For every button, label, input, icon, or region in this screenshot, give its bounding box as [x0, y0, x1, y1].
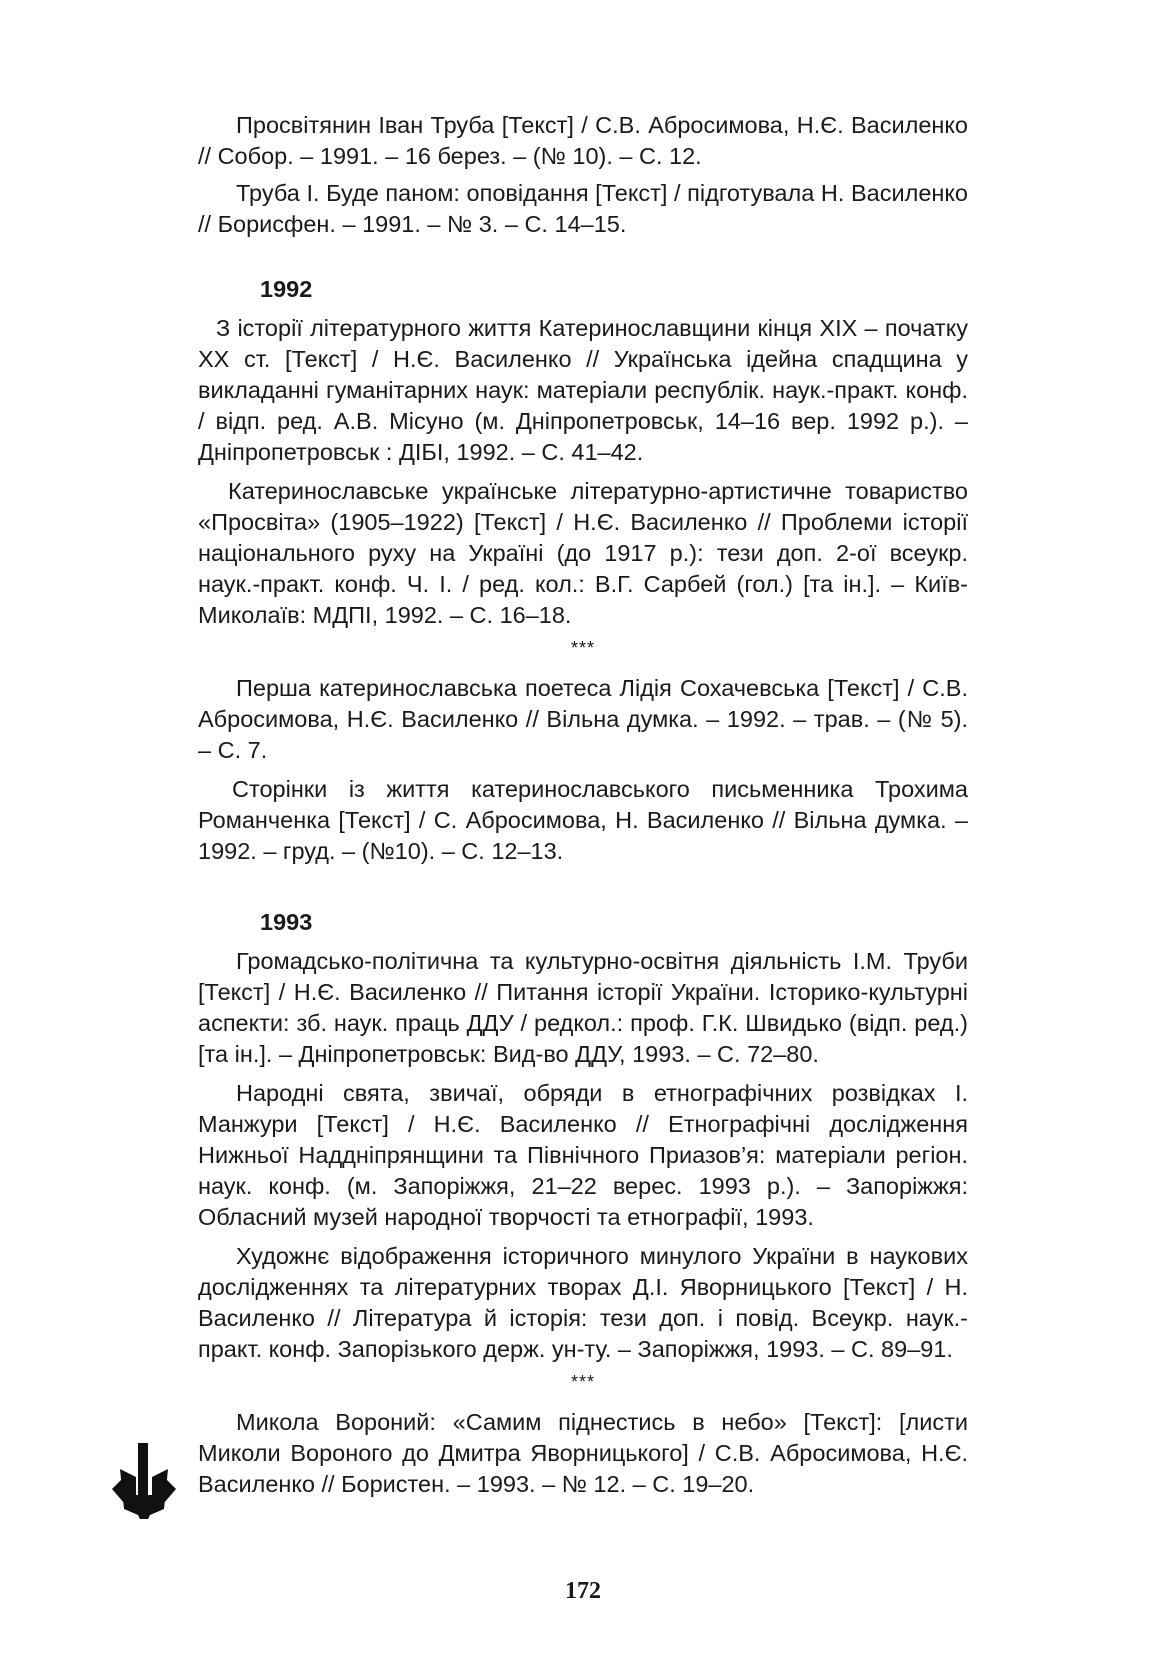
bibliography-entry: Художнє відображення історичного минулого України в наукових дослідженнях та літературних творах Д.І. Яворницького [Текст] / Н. Василенко // Література й історія: тези доп. і повід. Всеукр. наук.-практ. конф. Запорізького держ. ун-ту. – Запоріжжя, 1993. – С. 89–91. [198, 1243, 968, 1362]
bibliography-entry: Труба І. Буде паном: оповідання [Текст] / підготувала Н. Василенко // Борисфен. – 1991. – № 3. – С. 14–15. [198, 180, 968, 237]
page-number: 172 [565, 1578, 601, 1604]
year-heading-1992: 1992 [260, 276, 313, 302]
section-separator: *** [570, 638, 595, 658]
bibliography-entry: Просвітянин Іван Труба [Текст] / С.В. Абросимова, Н.Є. Василенко // Собор. – 1991. – 16 берез. – (№ 10). – С. 12. [198, 112, 968, 169]
bibliography-entry: Громадсько-політична та культурно-освітня діяльність І.М. Труби [Текст] / Н.Є. Василенко // Питання історії України. Історико-культурні аспекти: зб. наук. праць ДДУ / редкол.: проф. Г.К. Швидько (відп. ред.) [та ін.]. – Дніпропетровськ: Вид-во ДДУ, 1993. – С. 72–80. [198, 948, 968, 1067]
bibliography-entry: Катеринославське українське літературно-артистичне товариство «Просвіта» (1905–1922) [Текст] / Н.Є. Василенко // Проблеми історії національного руху на Україні (до 1917 р.): тези доп. 2-ої всеукр. наук.-практ. конф. Ч. І. / ред. кол.: В.Г. Сарбей (гол.) [та ін.]. – Київ-Миколаїв: МДПІ, 1992. – С. 16–18. [198, 478, 968, 628]
section-separator: *** [570, 1372, 595, 1392]
bibliography-entry: Перша катеринославська поетеса Лідія Сохачевська [Текст] / С.В. Абросимова, Н.Є. Василенко // Вільна думка. – 1992. – трав. – (№ 5). – С. 7. [198, 675, 968, 763]
bibliography-entry: З історії літературного життя Катеринославщини кінця ХІХ – початку ХХ ст. [Текст] / Н.Є. Василенко // Українська ідейна спадщина у викладанні гуманітарних наук: матеріали республік. наук.-практ. конф. / відп. ред. А.В. Місуно (м. Дніпропетровськ, 14–16 вер. 1992 р.). – Дніпропетровськ : ДІБІ, 1992. – С. 41–42. [198, 315, 968, 465]
bibliography-entry: Микола Вороний: «Самим піднестись в небо» [Текст]: [листи Миколи Вороного до Дмитра Яворницького] / С.В. Абросимова, Н.Є. Василенко // Бористен. – 1993. – № 12. – С. 19–20. [198, 1409, 968, 1497]
publisher-logo-icon [112, 1443, 176, 1519]
bibliography-column [198, 110, 968, 1508]
bibliography-entry: Сторінки із життя катеринославського письменника Трохима Романченка [Текст] / С. Абросимова, Н. Василенко // Вільна думка. – 1992. – груд. – (№10). – С. 12–13. [198, 776, 968, 864]
bibliography-entry: Народні свята, звичаї, обряди в етнографічних розвідках І. Манжури [Текст] / Н.Є. Василенко // Етнографічні дослідження Нижньої Наддніпрянщини та Північного Приазов’я: матеріали регіон. наук. конф. (м. Запоріжжя, 21–22 верес. 1993 р.). – Запоріжжя: Обласний музей народної творчості та етнографії, 1993. [198, 1080, 968, 1230]
year-heading-1993: 1993 [260, 909, 313, 935]
